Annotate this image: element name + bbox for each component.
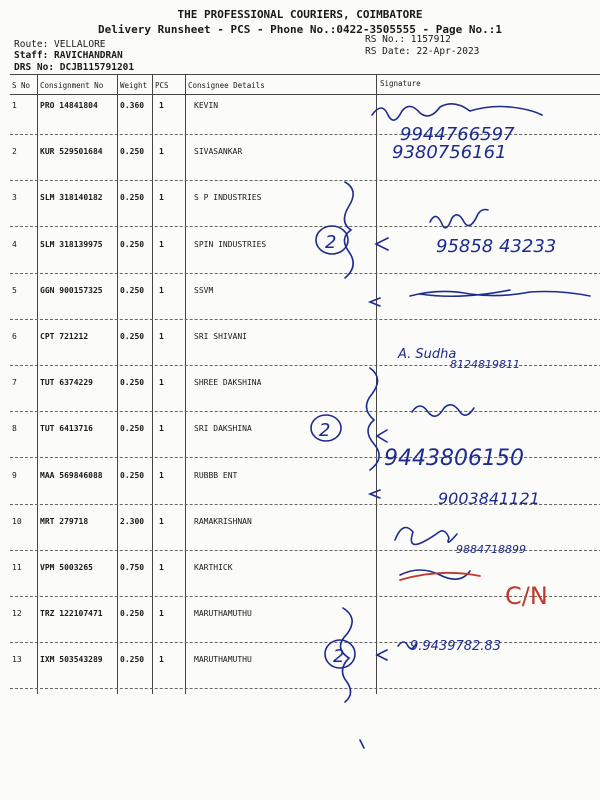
handwritten-phone-6: 8124819811 [450, 358, 520, 371]
circled-two-1: 2 [325, 232, 337, 253]
row-weight: 0.250 [120, 147, 145, 157]
row-pcs: 1 [159, 655, 164, 665]
row-consignee: KARTHICK [194, 563, 233, 572]
row-pcs: 1 [159, 147, 164, 157]
row-sno: 3 [12, 193, 17, 203]
route-label: Route: VELLALORE [14, 39, 106, 50]
row-sno: 5 [12, 285, 17, 295]
row-sno: 12 [12, 609, 22, 619]
row-weight: 0.250 [120, 655, 145, 665]
signature-scribble-10 [395, 528, 457, 545]
row-weight: 2.300 [120, 516, 145, 526]
row-sno: 13 [12, 655, 22, 665]
row-consignment-no: CPT 721212 [40, 332, 89, 341]
handwritten-phone-9: 9003841121 [438, 489, 540, 508]
row-sno: 1 [12, 101, 17, 110]
company-title: THE PROFESSIONAL COURIERS, COIMBATORE [177, 8, 423, 21]
signature-scribble-1 [372, 104, 542, 120]
col-consignment: Consignment No [40, 81, 104, 90]
row-pcs: 1 [159, 563, 164, 572]
row-weight: 0.250 [120, 609, 145, 619]
tick-mark-1 [376, 238, 388, 250]
col-sno: S No [12, 81, 31, 90]
col-signature: Signature [380, 79, 421, 88]
row-pcs: 1 [159, 332, 164, 341]
cn-mark: C/N [505, 582, 548, 610]
row-pcs: 1 [159, 193, 164, 203]
col-consignee: Consignee Details [188, 81, 265, 90]
row-pcs: 1 [159, 516, 164, 526]
row-sno: 8 [12, 424, 17, 434]
row-consignment-no: KUR 529501684 [40, 147, 103, 157]
red-strike-line [400, 573, 480, 580]
circled-two-2: 2 [319, 420, 331, 441]
rs-date: RS Date: 22-Apr-2023 [365, 46, 480, 57]
row-pcs: 1 [159, 609, 164, 619]
row-consignee: SPIN INDUSTRIES [194, 239, 267, 249]
row-weight: 0.750 [120, 563, 145, 572]
tick-mark-3 [370, 490, 380, 498]
circled-two-3: 2 [333, 646, 345, 667]
row-consignee: MARUTHAMUTHU [194, 655, 252, 665]
handwritten-signature-6: A. Sudha [398, 347, 457, 362]
row-weight: 0.250 [120, 424, 145, 434]
row-consignment-no: TUT 6413716 [40, 424, 93, 434]
row-sno: 9 [12, 470, 17, 480]
row-sno: 7 [12, 378, 17, 388]
handwritten-phone-2: 9380756161 [392, 142, 507, 163]
tick-mark-4 [377, 650, 387, 660]
row-weight: 0.250 [120, 285, 145, 295]
row-consignment-no: MAA 569846088 [40, 470, 103, 480]
row-weight: 0.360 [120, 101, 145, 110]
row-consignee: SSVM [194, 285, 214, 295]
drs-number: DRS No: DCJB115791201 [14, 62, 135, 73]
handwritten-phone-13: 9.9439782.83 [410, 639, 501, 654]
row-sno: 6 [12, 332, 17, 341]
row-consignee: SIVASANKAR [194, 147, 243, 157]
handwritten-phone-8: 9443806150 [384, 446, 524, 471]
row-consignee: RUBBB ENT [194, 470, 238, 480]
row-consignee: SRI DAKSHINA [194, 424, 252, 434]
signature-scribble-3 [430, 210, 488, 228]
brace-mark-2 [366, 368, 379, 470]
row-consignee: SRI SHIVANI [194, 332, 247, 341]
brace-mark-1 [344, 182, 353, 278]
runsheet-subtitle: Delivery Runsheet - PCS - Phone No.:0422-3505555 - Page No.:1 [98, 23, 502, 36]
row-sno: 10 [12, 516, 22, 526]
row-consignment-no: GGN 900157325 [40, 285, 103, 295]
signature-scribble-7 [412, 405, 474, 416]
row-weight: 0.250 [120, 470, 145, 480]
row-consignment-no: TUT 6374229 [40, 378, 93, 388]
row-sno: 11 [12, 563, 22, 572]
row-consignment-no: MRT 279718 [40, 516, 89, 526]
rs-number: RS No.: 1157912 [365, 34, 451, 45]
handwritten-phone-1: 9944766597 [400, 124, 515, 145]
row-pcs: 1 [159, 424, 164, 434]
row-weight: 0.250 [120, 193, 145, 203]
handwritten-phone-10: 9884718899 [456, 543, 526, 556]
col-weight: Weight [120, 81, 148, 90]
row-consignee: RAMAKRISHNAN [194, 516, 252, 526]
row-weight: 0.250 [120, 239, 145, 249]
signature-scribble-5 [370, 291, 590, 306]
row-pcs: 1 [159, 378, 164, 388]
row-sno: 2 [12, 147, 17, 157]
row-consignment-no: TRZ 122107471 [40, 609, 103, 619]
row-pcs: 1 [159, 285, 164, 295]
row-consignment-no: IXM 503543289 [40, 655, 103, 665]
row-consignee: KEVIN [194, 101, 219, 110]
staff-label: Staff: RAVICHANDRAN [14, 50, 123, 61]
row-consignee: SHREE DAKSHINA [194, 378, 262, 388]
row-consignment-no: SLM 318140182 [40, 193, 103, 203]
row-consignment-no: SLM 318139975 [40, 239, 103, 249]
row-pcs: 1 [159, 239, 164, 249]
row-sno: 4 [12, 239, 17, 249]
col-pcs: PCS [155, 81, 169, 90]
row-consignment-no: VPM 5003265 [40, 563, 93, 572]
row-consignment-no: PRO 14841804 [40, 101, 98, 110]
row-consignee: S P INDUSTRIES [194, 193, 262, 203]
row-pcs: 1 [159, 101, 164, 110]
row-weight: 0.250 [120, 378, 145, 388]
handwritten-phone-4: 95858 43233 [436, 236, 557, 257]
row-weight: 0.250 [120, 332, 145, 341]
tick-mark-2 [377, 430, 387, 442]
row-pcs: 1 [159, 470, 164, 480]
row-consignee: MARUTHAMUTHU [194, 609, 252, 619]
